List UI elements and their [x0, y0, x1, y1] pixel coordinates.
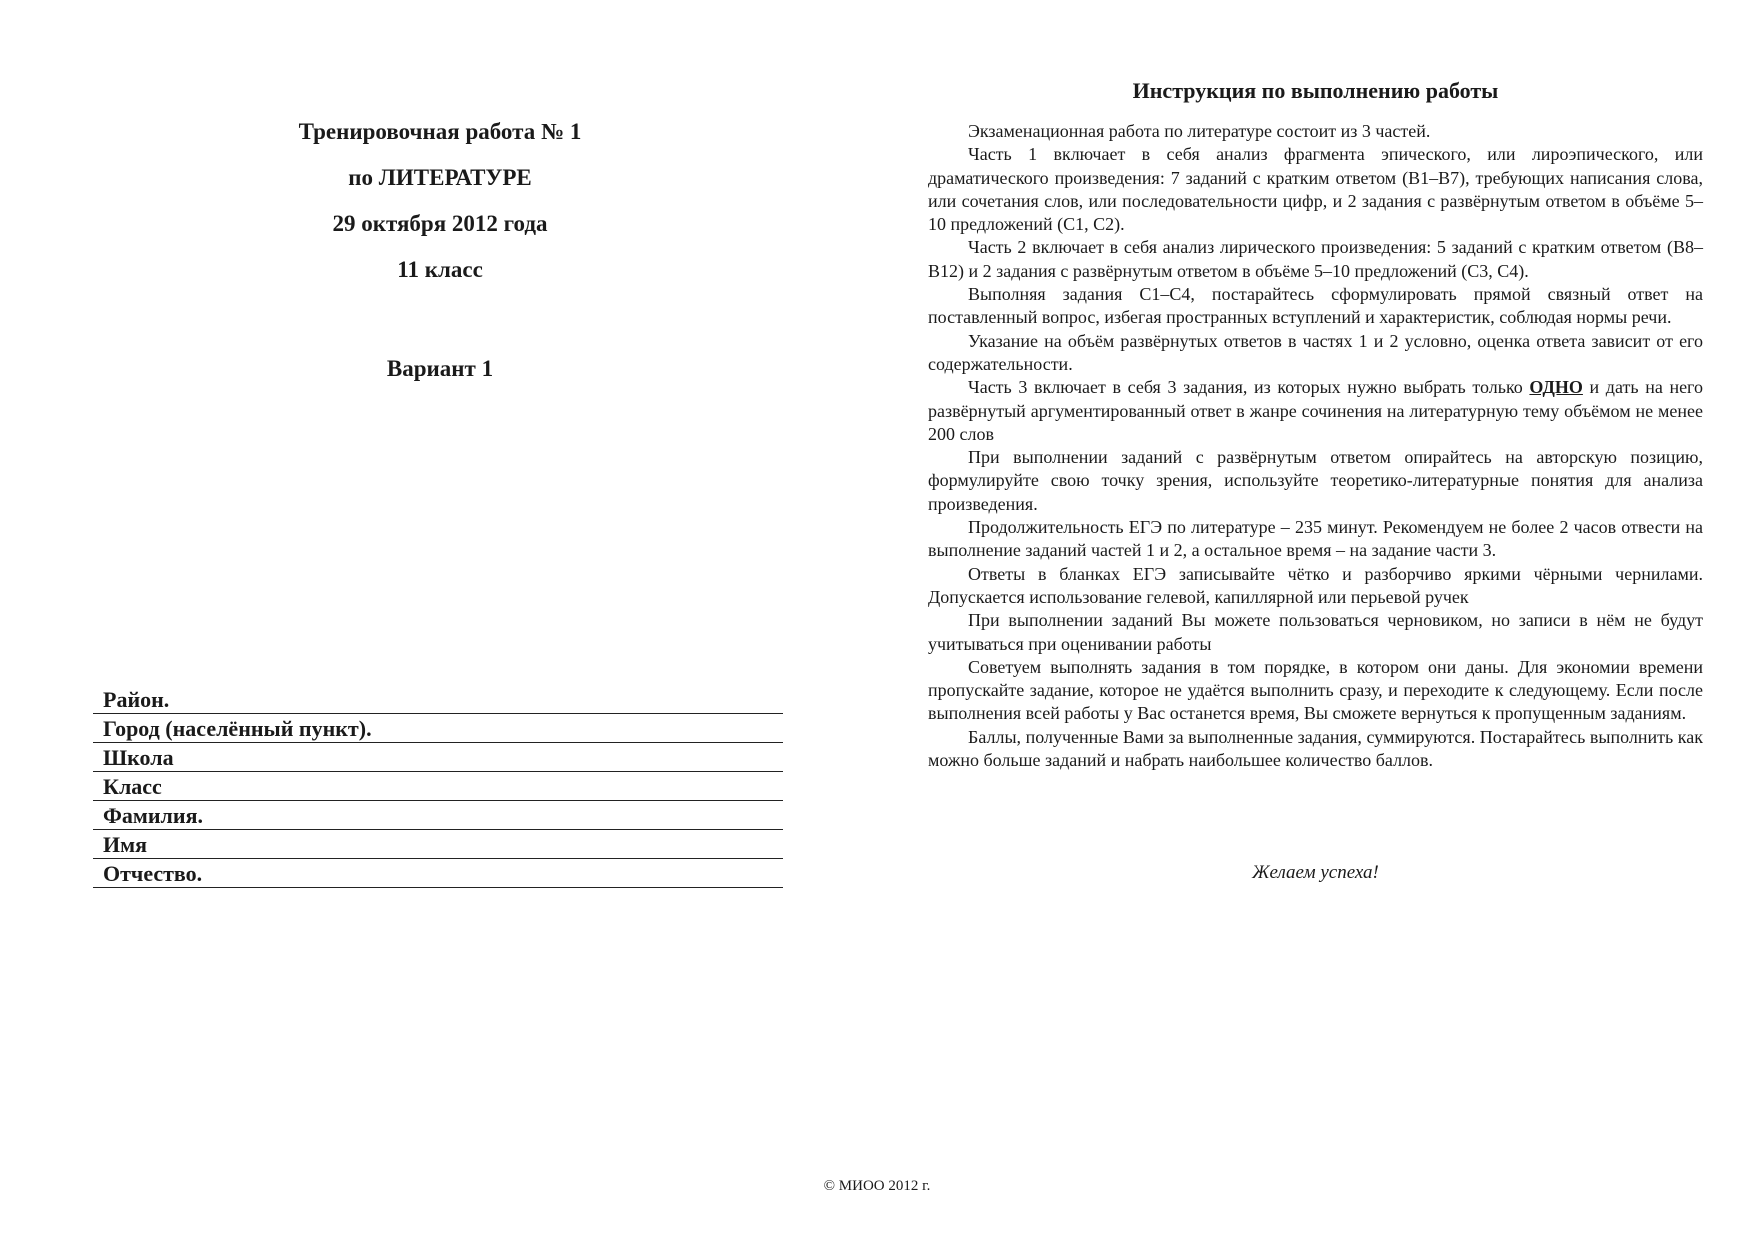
instr-paragraph: Часть 2 включает в себя анализ лирического произведения: 5 заданий с кратким ответом (В8–В12) и 2 задания с развёрнутым ответом в объёме 5–10 предложений (С3, С4).: [928, 237, 1703, 281]
instr-paragraph: При выполнении заданий с развёрнутым ответом опирайтесь на авторскую позицию, формулируйте свою точку зрения, используйте теоретико-литературные понятия для анализа произведения.: [928, 447, 1703, 514]
part3-emphasis: ОДНО: [1529, 377, 1583, 398]
field-surname[interactable]: Фамилия.: [93, 802, 783, 830]
cover-subject: по ЛИТЕРАТУРЕ: [348, 165, 532, 190]
instr-paragraph: Продолжительность ЕГЭ по литературе – 235 минут. Рекомендуем не более 2 часов отвести на выполнение заданий частей 1 и 2, а остальное время – на задание части 3.: [928, 517, 1703, 561]
field-patronymic[interactable]: Отчество.: [93, 860, 783, 888]
cover-date: 29 октября 2012 года: [332, 211, 548, 236]
part3-text-before: Часть 3 включает в себя 3 задания, из которых нужно выбрать только: [968, 377, 1530, 398]
good-luck-wish: Желаем успеха!: [1252, 862, 1379, 883]
field-class[interactable]: Класс: [93, 773, 783, 801]
instr-paragraph: Экзаменационная работа по литературе состоит из 3 частей.: [968, 121, 1431, 141]
instr-paragraph: Советуем выполнять задания в том порядке, в котором они даны. Для экономии времени пропускайте задание, которое не удаётся выполнить сразу, и переходите к следующему. Если после выполнения всей работы у Вас останется время, Вы сможете вернуться к пропущенным заданиям.: [928, 656, 1703, 724]
instr-paragraph-part3: [928, 376, 1703, 446]
instr-paragraph: При выполнении заданий Вы можете пользоваться черновиком, но записи в нём не будут учитываться при оценивании работы: [928, 610, 1703, 654]
cover-variant: Вариант 1: [386, 356, 494, 381]
student-info-form: [93, 686, 783, 888]
instr-paragraph: Выполняя задания С1–С4, постарайтесь сформулировать прямой связный ответ на поставленный вопрос, избегая пространных вступлений и характеристик, соблюдая нормы речи.: [928, 284, 1703, 328]
cover-title-block: [0, 120, 880, 304]
field-city[interactable]: Город (населённый пункт).: [93, 715, 783, 743]
instructions-body: [928, 120, 1703, 772]
instr-paragraph: Указание на объём развёрнутых ответов в частях 1 и 2 условно, оценка ответа зависит от его содержательности.: [928, 330, 1703, 374]
field-name[interactable]: Имя: [93, 831, 783, 859]
instr-paragraph: Часть 1 включает в себя анализ фрагмента эпического, или лироэпического, или драматического произведения: 7 заданий с кратким ответом (В1–В7), требующих написания слова, или сочетания слов, или последовательности цифр, и 2 задания с развёрнутым ответом в объёме 5–10 предложений (С1, С2).: [928, 144, 1703, 235]
instructions-title: Инструкция по выполнению работы: [1132, 78, 1499, 103]
instr-paragraph: Ответы в бланках ЕГЭ записывайте чётко и разборчиво яркими чёрными чернилами. Допускается использование гелевой, капиллярной или перьевой ручек: [928, 563, 1703, 607]
copyright-footer: © МИОО 2012 г.: [823, 1178, 931, 1194]
instr-paragraph: Баллы, полученные Вами за выполненные задания, суммируются. Постарайтесь выполнить как можно больше заданий и набрать наибольшее количество баллов.: [928, 726, 1703, 771]
field-school[interactable]: Школа: [93, 744, 783, 772]
part3-text-after: и дать на него развёрнутый аргументированный ответ в жанре сочинения на литературную тему объёмом не менее 200 слов: [928, 377, 1703, 444]
field-district[interactable]: Район.: [93, 686, 783, 714]
cover-grade: 11 класс: [397, 257, 483, 282]
instructions-page: [928, 0, 1703, 1239]
cover-title: Тренировочная работа № 1: [298, 119, 582, 144]
